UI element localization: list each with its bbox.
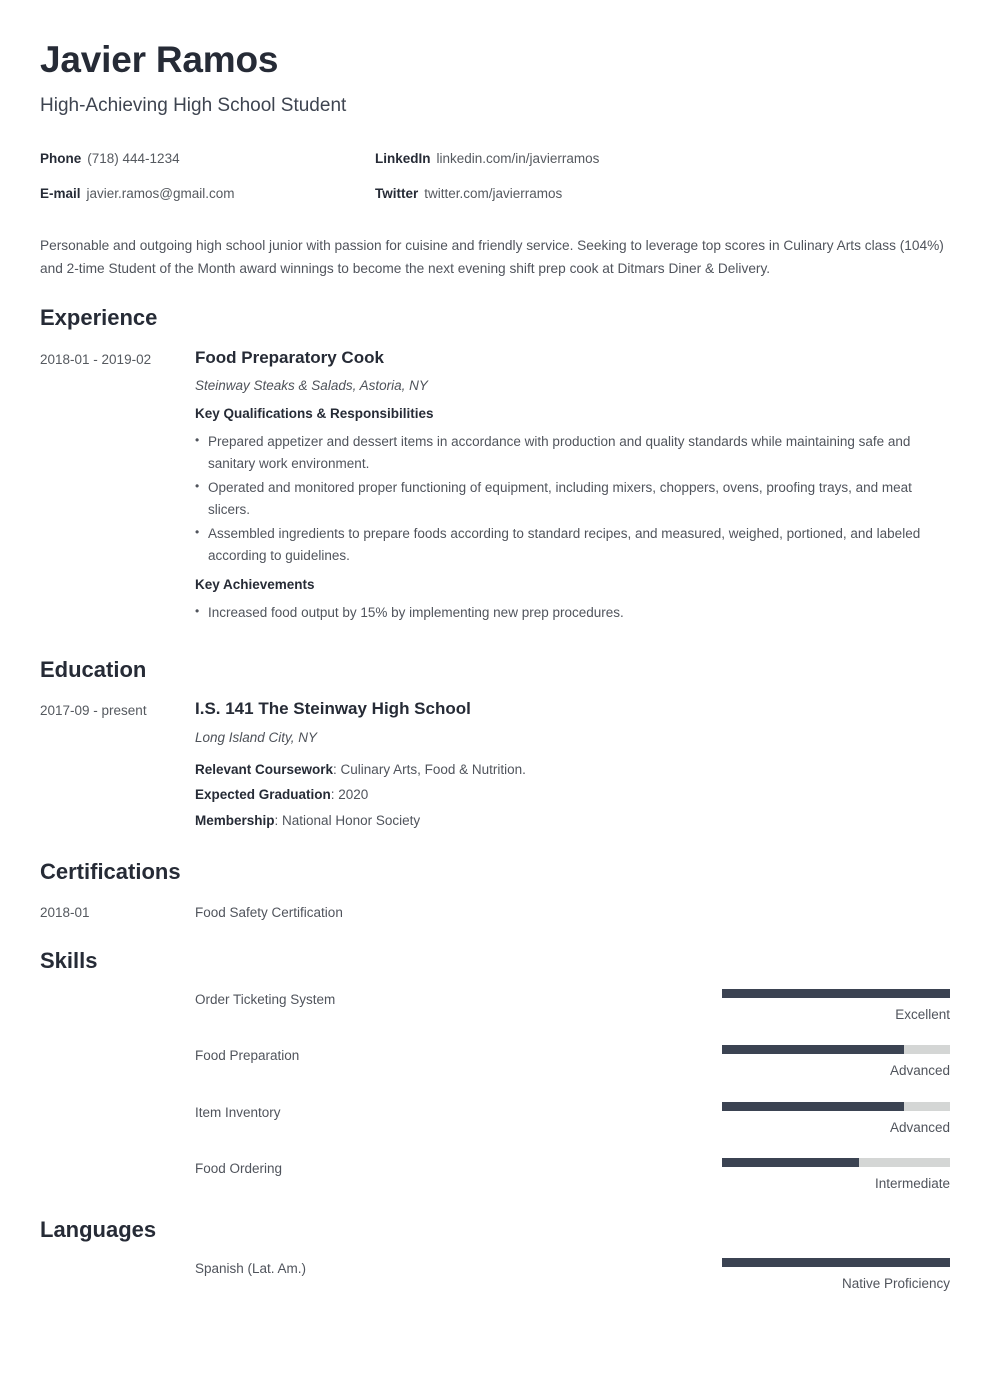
skill-meter — [722, 989, 950, 1023]
section-skills — [40, 949, 950, 1192]
certification-name: Food Safety Certification — [195, 904, 343, 920]
skill-level-label: Advanced — [889, 1063, 950, 1079]
experience-position: Food Preparatory Cook — [195, 347, 384, 367]
skill-meter-fill — [722, 1045, 904, 1054]
contact-email — [40, 186, 375, 203]
candidate-job-title: High-Achieving High School Student — [40, 94, 347, 116]
experience-entry-date: 2018-01 - 2019-02 — [40, 351, 152, 367]
language-row — [40, 1258, 950, 1292]
contact-email-label: E-mail — [40, 186, 81, 202]
experience-achievements-label: Key Achievements — [195, 576, 315, 592]
professional-summary: Personable and outgoing high school junior with passion for cuisine and friendly service. Seeking to leverage top scores in Culinary Arts class (104%) and 2-time Student of the Month award winnings to become the next evening shift prep cook at Ditmars Diner & Delivery. — [40, 238, 944, 276]
experience-achievements-list — [195, 602, 950, 625]
contact-twitter-label: Twitter — [375, 186, 419, 202]
section-title-skills: Skills — [40, 947, 98, 973]
education-detail-membership-value: : National Honor Society — [274, 812, 421, 828]
certification-entry-date: 2018-01 — [40, 904, 90, 920]
education-detail-coursework — [195, 757, 950, 783]
contact-email-value: javier.ramos@gmail.com — [86, 186, 235, 202]
experience-qualifications-list — [195, 431, 950, 568]
experience-entry — [40, 347, 950, 633]
contact-info — [40, 151, 950, 203]
contact-phone — [40, 151, 375, 168]
section-title-certifications: Certifications — [40, 858, 181, 884]
education-detail-membership-label: Membership — [195, 812, 275, 828]
skill-level-label: Excellent — [895, 1007, 950, 1023]
contact-phone-value: (718) 444-1234 — [87, 151, 180, 167]
skill-meter-track — [722, 1102, 950, 1111]
language-name: Spanish (Lat. Am.) — [195, 1261, 307, 1277]
education-location: Long Island City, NY — [195, 729, 318, 745]
skill-meter-fill — [722, 989, 950, 998]
list-item: • Increased food output by 15% by implementing new prep procedures. — [195, 602, 950, 625]
skill-meter — [722, 1102, 950, 1136]
skill-row — [40, 989, 950, 1023]
certification-entry — [40, 900, 950, 923]
education-detail-coursework-value: : Culinary Arts, Food & Nutrition. — [333, 761, 526, 777]
contact-linkedin-value[interactable]: linkedin.com/in/javierramos — [436, 151, 600, 167]
section-title-languages: Languages — [40, 1216, 157, 1242]
resume-header — [40, 40, 950, 203]
education-school: I.S. 141 The Steinway High School — [195, 699, 471, 719]
skill-meter-fill — [722, 1158, 859, 1167]
education-detail-graduation-value: : 2020 — [330, 787, 369, 803]
education-entry — [40, 698, 950, 833]
skill-row — [40, 1045, 950, 1079]
candidate-name: Javier Ramos — [40, 39, 279, 80]
skill-name: Food Ordering — [195, 1160, 283, 1176]
education-detail-graduation — [195, 782, 950, 808]
contact-linkedin — [375, 151, 599, 168]
skill-meter-fill — [722, 1102, 904, 1111]
contact-column-right — [375, 151, 599, 203]
skill-meter — [722, 1158, 950, 1192]
education-detail-membership — [195, 808, 950, 834]
language-level-label: Native Proficiency — [841, 1276, 950, 1292]
education-detail-graduation-label: Expected Graduation — [195, 787, 331, 803]
contact-twitter-value[interactable]: twitter.com/javierramos — [424, 186, 563, 202]
education-detail-coursework-label: Relevant Coursework — [195, 761, 334, 777]
certification-entry-body — [195, 900, 950, 923]
experience-entry-body — [195, 347, 950, 633]
skill-row — [40, 1158, 950, 1192]
language-meter — [722, 1258, 950, 1292]
list-item: • Assembled ingredients to prepare foods according to standard recipes, and measured, weighed, portioned, and labeled according to guidelines. — [195, 523, 950, 568]
education-entry-body — [195, 698, 950, 833]
section-certifications — [40, 860, 950, 923]
skill-row — [40, 1102, 950, 1136]
section-title-experience: Experience — [40, 305, 158, 331]
contact-linkedin-label: LinkedIn — [375, 151, 431, 167]
skill-level-label: Advanced — [889, 1119, 950, 1135]
skill-meter-track — [722, 1045, 950, 1054]
skill-name: Item Inventory — [195, 1104, 281, 1120]
section-languages — [40, 1218, 950, 1292]
experience-company: Steinway Steaks & Salads, Astoria, NY — [195, 377, 428, 393]
skill-name: Order Ticketing System — [195, 992, 336, 1008]
section-experience — [40, 306, 950, 632]
skill-level-label: Intermediate — [874, 1175, 950, 1191]
section-title-education: Education — [40, 657, 147, 683]
skill-meter — [722, 1045, 950, 1079]
skill-meter-track — [722, 1158, 950, 1167]
list-item: • Operated and monitored proper functioning of equipment, including mixers, choppers, ovens, proofing trays, and meat slicers. — [195, 477, 950, 522]
list-item: • Prepared appetizer and dessert items in accordance with production and quality standards while maintaining safe and sanitary work environment. — [195, 431, 950, 476]
section-education — [40, 658, 950, 833]
language-meter-fill — [722, 1258, 950, 1267]
contact-phone-label: Phone — [40, 151, 82, 167]
skill-name: Food Preparation — [195, 1048, 300, 1064]
experience-qualifications-label: Key Qualifications & Responsibilities — [195, 405, 434, 421]
language-meter-track — [722, 1258, 950, 1267]
contact-column-left — [40, 151, 375, 203]
skill-meter-track — [722, 989, 950, 998]
education-entry-date: 2017-09 - present — [40, 703, 147, 719]
contact-twitter — [375, 186, 599, 203]
